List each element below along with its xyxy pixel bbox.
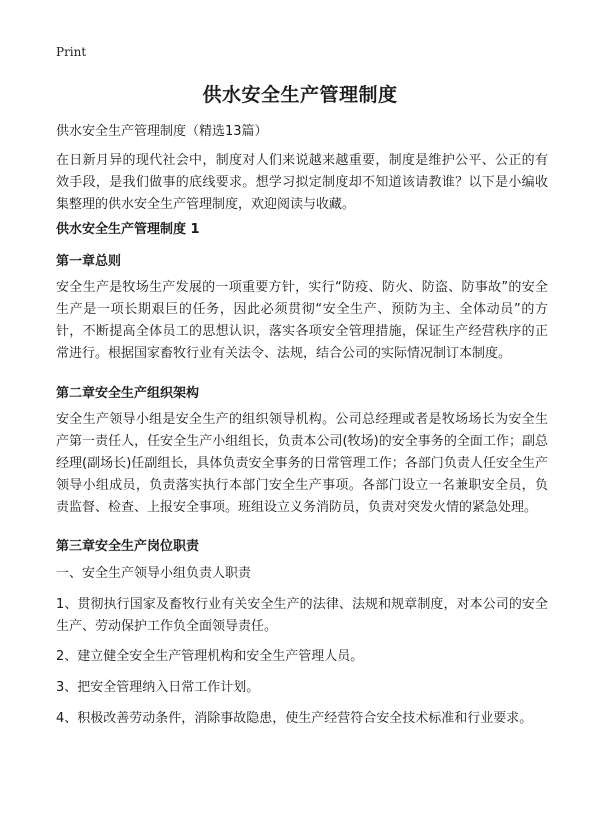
list-item: 1、贯彻执行国家及畜牧行业有关安全生产的法律、法规和规章制度，对本公司的安全生产、劳动保护工作负全面领导责任。 [56,597,548,634]
chapter-2-paragraph: 安全生产领导小组是安全生产的组织领导机构。公司总经理或者是牧场场长为安全生产第一责任人，任安全生产小组组长，负责本公司(牧场)的安全事务的全面工作；副总经理(副场长)任副组长，具体负责安全事务的日常管理工作；各部门负责人任安全生产领导小组成员，负责落实执行本部门安全生产事项。各部门设立一名兼职安全员，负责监督、检查、上报安全事项。班组设立义务消防员，负责对突发火情的紧急处理。 [56,412,548,515]
chapter-3-heading: 第三章安全生产岗位职责 [56,539,200,554]
intro-paragraph: 在日新月异的现代社会中，制度对人们来说越来越重要，制度是维护公平、公正的有效手段，是我们做事的底线要求。想学习拟定制度却不知道该请教谁？以下是小编收集整理的供水安全生产管理制度，欢迎阅读与收藏。 [56,153,548,212]
list-item: 3、把安全管理纳入日常工作计划。 [56,680,260,695]
document-subtitle: 供水安全生产管理制度（精选13篇） [56,124,268,139]
chapter-1-heading: 第一章总则 [56,254,122,269]
chapter-1-paragraph: 安全生产是牧场生产发展的一项重要方针，实行“防疫、防火、防盗、防事故”的安全生产是一项长期艰巨的任务，因此必须贯彻“安全生产、预防为主、全体动员”的方针，不断提高全体员工的思想认识，落实各项安全管理措施，保证生产经营秩序的正常进行。根据国家畜牧行业有关法令、法规，结合公司的实际情况制订本制度。 [56,280,548,361]
duty-heading: 一、安全生产领导小组负责人职责 [56,566,252,581]
page-title: 供水安全生产管理制度 [202,84,398,106]
section-heading: 供水安全生产管理制度 1 [56,222,200,237]
list-item: 4、积极改善劳动条件，消除事故隐患，使生产经营符合安全技术标准和行业要求。 [56,711,533,726]
print-link[interactable]: Print [56,45,87,59]
list-item: 2、建立健全安全生产管理机构和安全生产管理人员。 [56,649,364,664]
chapter-2-heading: 第二章安全生产组织架构 [56,386,200,401]
